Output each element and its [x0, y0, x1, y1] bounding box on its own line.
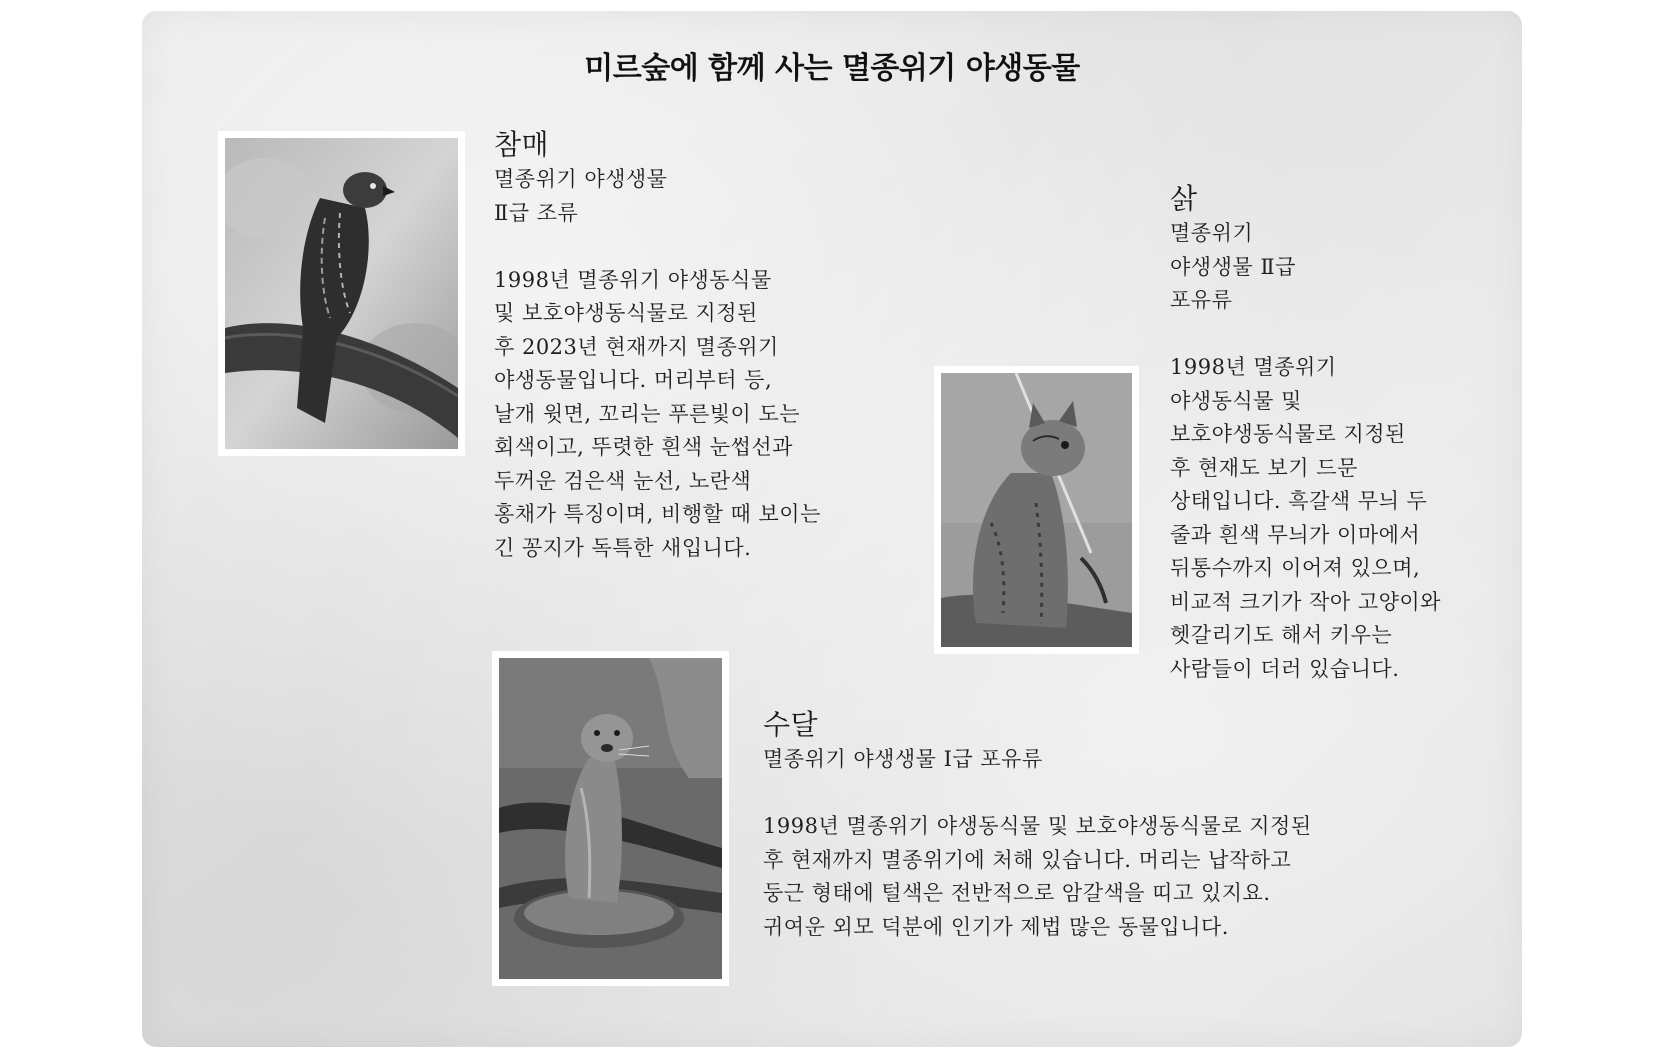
hawk-description-line: 야생동물입니다. 머리부터 등, [494, 368, 773, 392]
cat-category-line: 야생생물 Ⅱ급 [1170, 254, 1296, 279]
spacer [494, 230, 821, 264]
cat-description-line: 줄과 흰색 무늬가 이마에서 [1170, 522, 1421, 547]
cat-description-line: 헷갈리기도 해서 키우는 [1170, 623, 1393, 647]
paper-board [142, 11, 1522, 1047]
hawk-photo-frame [218, 131, 465, 456]
leopard-cat-photo-icon [941, 373, 1132, 647]
goshawk-photo-icon [225, 138, 458, 449]
otter-description-line: 귀여운 외모 덕분에 인기가 제법 많은 동물입니다. [763, 914, 1229, 939]
cat-photo-frame [934, 366, 1139, 654]
hawk-description-line: 회색이고, 뚜렷한 흰색 눈썹선과 [494, 435, 793, 459]
cat-name: 삵 [1170, 182, 1198, 215]
otter-photo-frame [492, 651, 729, 986]
hawk-category-line: Ⅱ급 조류 [494, 200, 579, 225]
cat-description-line: 비교적 크기가 작아 고양이와 [1170, 589, 1441, 614]
otter-description-line: 둥근 형태에 털색은 전반적으로 암갈색을 띠고 있지요. [763, 881, 1271, 905]
hawk-info [494, 127, 821, 565]
otter-description-line: 후 현재까지 멸종위기에 처해 있습니다. 머리는 납작하고 [763, 847, 1292, 872]
hawk-description-line: 및 보호야생동식물로 지정된 [494, 301, 758, 325]
hawk-name: 참매 [494, 128, 550, 161]
spacer [763, 777, 1312, 811]
cat-category-line: 멸종위기 [1170, 221, 1254, 245]
otter-info [763, 707, 1312, 944]
hawk-description-line: 두꺼운 검은색 눈선, 노란색 [494, 468, 752, 493]
otter-description-line: 1998년 멸종위기 야생동식물 및 보호야생동식물로 지정된 [763, 814, 1312, 838]
cat-description-line: 뒤통수까지 이어져 있으며, [1170, 556, 1421, 580]
cat-description-line: 보호야생동식물로 지정된 [1170, 422, 1406, 446]
hawk-category-line: 멸종위기 야생생물 [494, 167, 668, 191]
hawk-description-line: 1998년 멸종위기 야생동식물 [494, 267, 772, 292]
page-title: 미르숲에 함께 사는 멸종위기 야생동물 [584, 51, 1080, 86]
cat-info [1170, 181, 1441, 686]
cat-category-line: 포유류 [1170, 288, 1233, 312]
cat-description-line: 1998년 멸종위기 [1170, 355, 1337, 379]
cat-description-line: 상태입니다. 흑갈색 무늬 두 [1170, 489, 1428, 513]
hawk-description-line: 날개 윗면, 꼬리는 푸른빛이 도는 [494, 401, 801, 426]
cat-description-line: 야생동식물 및 [1170, 388, 1302, 413]
hawk-description-line: 홍채가 특징이며, 비행할 때 보이는 [494, 502, 821, 526]
hawk-description-line: 후 2023년 현재까지 멸종위기 [494, 334, 779, 359]
cat-description-line: 사람들이 더러 있습니다. [1170, 656, 1400, 681]
cat-description-line: 후 현재도 보기 드문 [1170, 455, 1358, 480]
spacer [1170, 318, 1441, 352]
otter-photo-icon [499, 658, 722, 979]
otter-category-line: 멸종위기 야생생물 Ⅰ급 포유류 [763, 747, 1043, 771]
hawk-description-line: 긴 꽁지가 독특한 새입니다. [494, 535, 752, 560]
otter-name: 수달 [763, 708, 819, 741]
